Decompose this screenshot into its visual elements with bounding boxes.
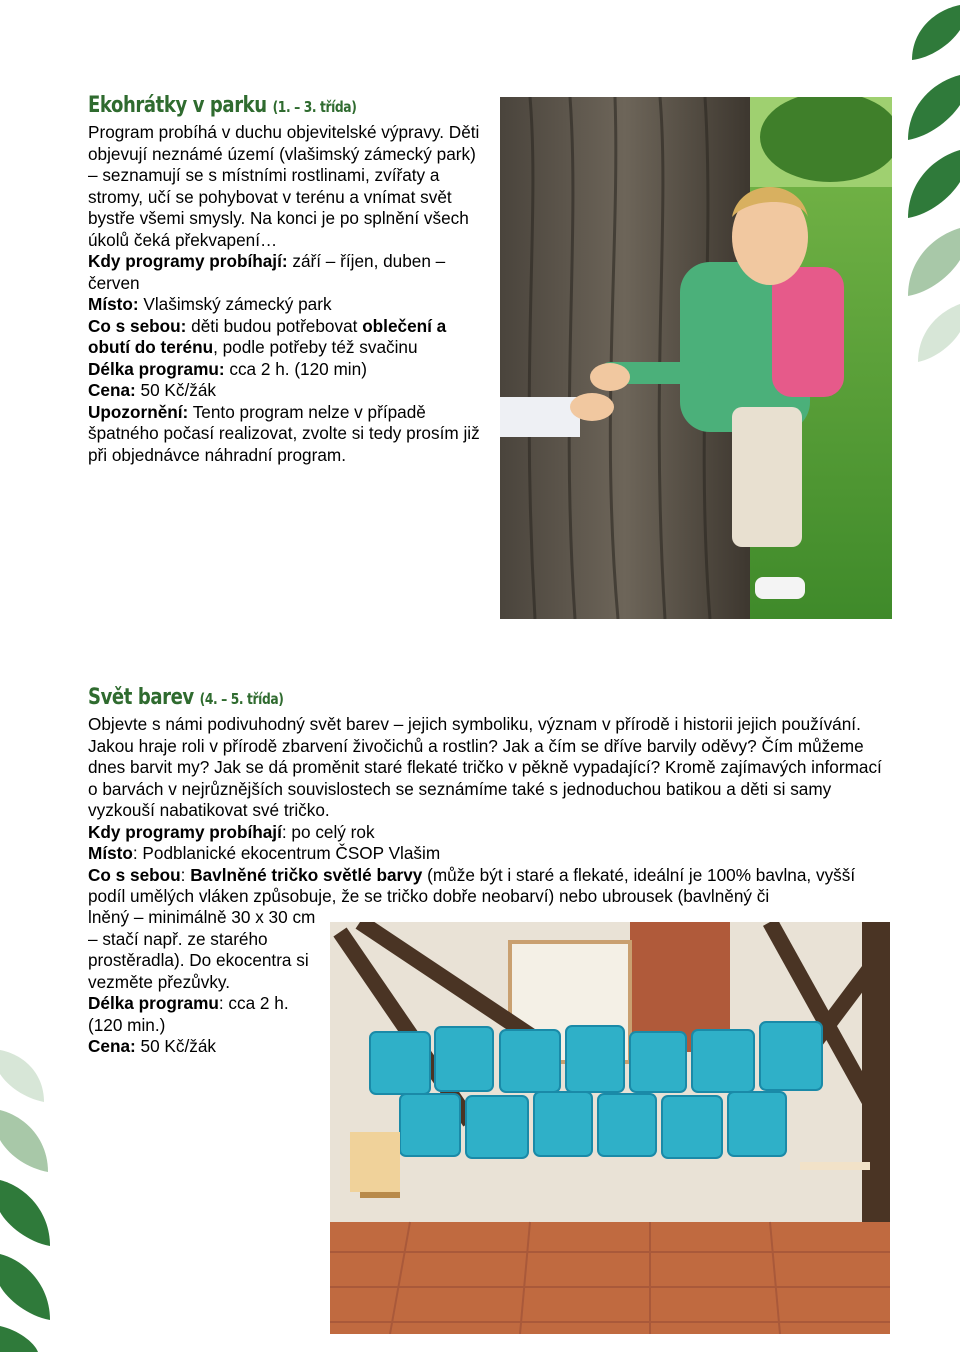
section1-price-label: Cena:	[88, 380, 136, 400]
section1-note-value: Tento program nelze v případě špatného počasí realizovat, zvolte si tedy prosím již při objednávce náhradní program.	[88, 401, 480, 465]
section1-place-value: Vlašimský zámecký park	[138, 294, 332, 314]
section2-place	[88, 843, 888, 865]
section1-note	[88, 402, 488, 467]
section1-when	[88, 251, 488, 294]
section1-note-label: Upozornění:	[88, 401, 189, 422]
section1-length	[88, 359, 488, 381]
section2-body-narrow	[88, 907, 324, 1058]
section2-place-label: Místo	[88, 843, 133, 863]
section2-price-value: 50 Kč/žák	[135, 1036, 217, 1056]
section2-bring-label: Co s sebou	[88, 864, 181, 885]
section2-when	[88, 822, 888, 844]
section2-title-text: Svět barev	[88, 685, 194, 710]
photo-child-hugging-tree-illustration	[500, 97, 892, 619]
section2-grade: (4. – 5. třída)	[199, 690, 284, 708]
section2-when-value: : po celý rok	[281, 821, 375, 842]
section1-bring-bold: oblečení a obutí do terénu	[88, 315, 447, 357]
section1-price	[88, 380, 488, 402]
section2-when-label: Kdy programy probíhají	[88, 821, 282, 842]
decorative-leaves-left-icon	[0, 1040, 56, 1352]
section2-title	[88, 685, 283, 710]
section2-bring	[88, 865, 888, 908]
decorative-leaves-right-icon	[900, 0, 960, 380]
section2-price-label: Cena:	[88, 1036, 136, 1056]
section2-body	[88, 714, 888, 908]
section2-length-label: Délka programu	[88, 993, 219, 1013]
section2-intro: Objevte s námi podivuhodný svět barev – jejich symboliku, význam v přírodě i historii jejich používání. Jakou hraje roli v přírodě zbarvení živočichů a rostlin? Jak a čím se dříve barvily oděvy? Čím můžeme dnes barvit my? Jak se dá proměnit staré flekaté tričko v pěkně vypadající? Kromě zajímavých informací o barvách v nejrůznějších souvislostech se seznámíme také s jednoduchou batikou a děti si samy vyzkouší nabatikovat své tričko.	[88, 714, 882, 820]
section1-title-text: Ekohrátky v parku	[88, 93, 267, 118]
section1-length-label: Délka programu:	[88, 358, 225, 379]
section2-price	[88, 1036, 324, 1058]
section1-bring-value2: , podle potřeby též svačinu	[213, 337, 418, 357]
section1-place	[88, 294, 488, 316]
section2-bring-bold: Bavlněné tričko světlé barvy	[190, 864, 423, 885]
photo-child-hugging-tree	[500, 97, 892, 619]
section2-length-value: : cca 2 h. (120 min.)	[88, 993, 289, 1035]
section1-body	[88, 122, 488, 466]
section1-bring-label: Co s sebou:	[88, 315, 187, 336]
section1-intro: Program probíhá v duchu objevitelské výpravy. Děti objevují neznámé území (vlašimský zámecký park) – seznamují se s místními rostlinami, zvířaty a stromy, učí se pohybovat v terénu a vnímat svět bystře všemi smysly. Na konci je po splnění všech úkolů čeká překvapení…	[88, 122, 480, 250]
photo-batik-tshirts-illustration	[330, 922, 890, 1334]
section1-bring-value1: děti budou potřebovat	[186, 315, 363, 336]
section2-bring-tail: lněný – minimálně 30 x 30 cm – stačí např. ze starého prostěradla). Do ekocentra si vezměte přezůvky.	[88, 907, 316, 992]
section1-title	[88, 93, 356, 118]
section2-bring-sep: :	[180, 864, 191, 885]
section2-bring-value: (může být i staré a flekaté, ideální je 100% bavlna, vyšší podíl umělých vláken způsobuje, že se tričko dobře neobarví) nebo ubrousek (bavlněný či	[88, 864, 856, 906]
section1-price-value: 50 Kč/žák	[135, 380, 217, 400]
section1-when-value: září – říjen, duben – červen	[88, 251, 446, 293]
photo-batik-tshirts	[330, 922, 890, 1334]
section1-length-value: cca 2 h. (120 min)	[224, 358, 367, 379]
section1-grade: (1. – 3. třída)	[272, 98, 357, 116]
section1-when-label: Kdy programy probíhají:	[88, 251, 288, 271]
section2-place-value: : Podblanické ekocentrum ČSOP Vlašim	[132, 843, 441, 863]
section1-place-label: Místo:	[88, 294, 139, 314]
section2-length	[88, 993, 324, 1036]
section1-bring	[88, 316, 488, 359]
